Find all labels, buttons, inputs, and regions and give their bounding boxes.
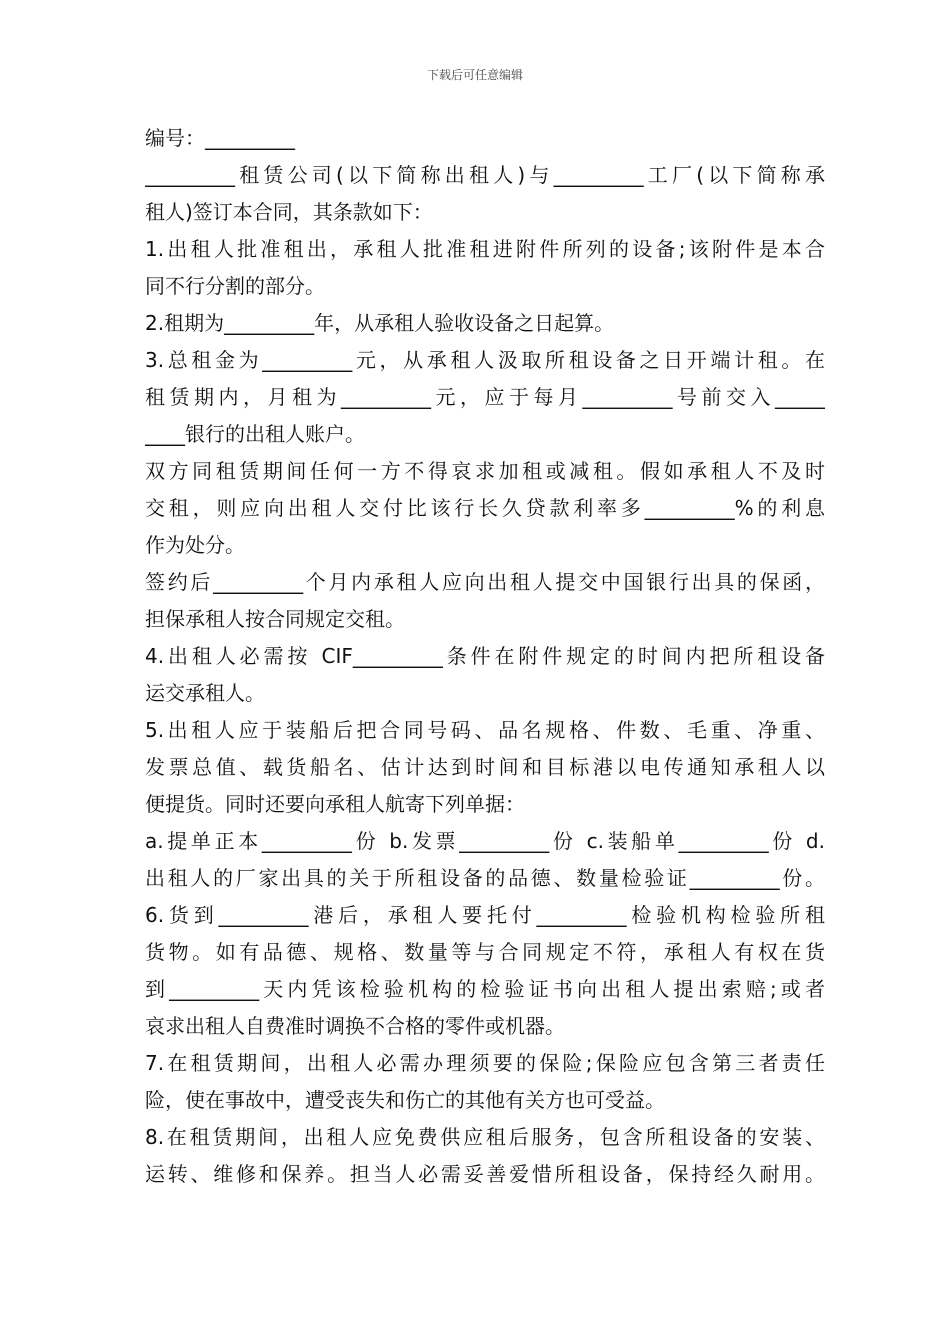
contract-line: 3.总租金为_________元，从承租人汲取所租设备之日开端计租。在: [145, 348, 825, 372]
contract-line: 哀求出租人自费准时调换不合格的零件或机器。: [145, 1014, 565, 1038]
contract-line: 7.在租赁期间，出租人必需办理须要的保险;保险应包含第三者责任: [145, 1051, 825, 1075]
contract-line: 1.出租人批准租出，承租人批准租进附件所列的设备;该附件是本合: [145, 237, 825, 261]
contract-line: 4.出租人必需按 CIF_________条件在附件规定的时间内把所租设备: [145, 644, 825, 668]
contract-line: 作为处分。: [145, 533, 245, 557]
contract-line: 发票总值、载货船名、估计达到时间和目标港以电传通知承租人以: [145, 755, 825, 779]
page-header: 下载后可任意编辑: [426, 68, 523, 82]
contract-line: ____银行的出租人账户。: [145, 422, 365, 446]
contract-line: 8.在租赁期间，出租人应免费供应租后服务，包含所租设备的安装、: [145, 1125, 825, 1149]
contract-body: [145, 120, 825, 1193]
contract-line: 双方同租赁期间任何一方不得哀求加租或减租。假如承租人不及时: [145, 459, 825, 483]
contract-line: a.提单正本_________份 b.发票_________份 c.装船单_________份 d.: [145, 829, 825, 853]
contract-line: 2.租期为_________年，从承租人验收设备之日起算。: [145, 311, 615, 335]
contract-line: 6.货到_________港后，承租人要托付_________检验机构检验所租: [145, 903, 825, 927]
contract-line: 便提货。同时还要向承租人航寄下列单据：: [145, 792, 525, 816]
contract-line: 5.出租人应于装船后把合同号码、品名规格、件数、毛重、净重、: [145, 718, 825, 742]
contract-line: _________租赁公司(以下简称出租人)与_________工厂(以下简称承: [145, 163, 825, 187]
contract-line: 运转、维修和保养。担当人必需妥善爱惜所租设备，保持经久耐用。: [145, 1162, 825, 1186]
contract-line: 担保承租人按合同规定交租。: [145, 607, 405, 631]
contract-line: 险，使在事故中，遭受丧失和伤亡的其他有关方也可受益。: [145, 1088, 665, 1112]
contract-line: 同不行分割的部分。: [145, 274, 325, 298]
contract-line: 运交承租人。: [145, 681, 265, 705]
contract-line: 货物。如有品德、规格、数量等与合同规定不符，承租人有权在货: [145, 940, 825, 964]
contract-line: 出租人的厂家出具的关于所租设备的品德、数量检验证_________份。: [145, 866, 825, 890]
contract-line: 租赁期内，月租为_________元，应于每月_________号前交入_____: [145, 385, 825, 409]
contract-line: 签约后_________个月内承租人应向出租人提交中国银行出具的保函，: [145, 570, 825, 594]
contract-line: 到_________天内凭该检验机构的检验证书向出租人提出索赔;或者: [145, 977, 825, 1001]
contract-line: 交租，则应向出租人交付比该行长久贷款利率多_________%的利息: [145, 496, 825, 520]
contract-line: 租人)签订本合同，其条款如下：: [145, 200, 433, 224]
contract-line: 编号：_________: [145, 126, 295, 150]
